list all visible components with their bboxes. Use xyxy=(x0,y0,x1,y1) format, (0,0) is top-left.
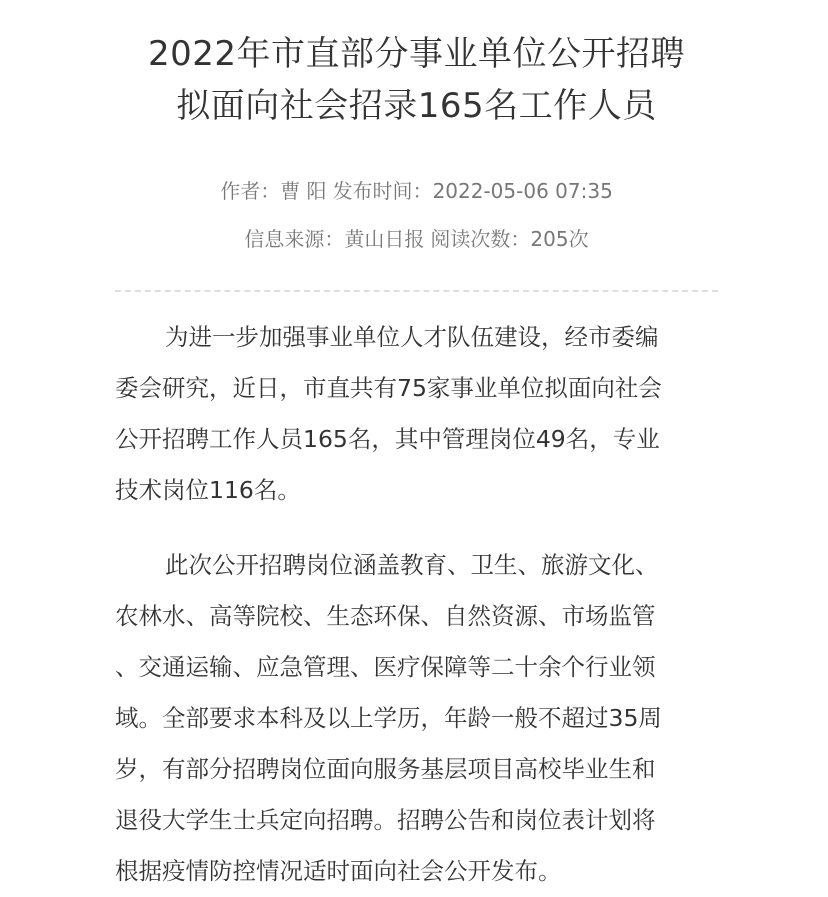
meta-divider xyxy=(115,290,718,292)
paragraph-line: 域。全部要求本科及以上学历，年龄一般不超过35周 xyxy=(115,704,662,732)
paragraph-line: 、交通运输、应急管理、医疗保障等二十余个行业领 xyxy=(115,653,656,681)
article-title-line-2: 拟面向社会招录165名工作人员 xyxy=(176,86,657,126)
paragraph-2 xyxy=(115,540,718,897)
article-body xyxy=(115,312,718,897)
paragraph-line: 技术岗位116名。 xyxy=(115,476,301,504)
read-count-label: 阅读次数： xyxy=(430,227,531,251)
paragraph-line: 根据疫情防控情况适时面向社会公开发布。 xyxy=(115,857,562,885)
read-count: 205次 xyxy=(530,227,589,251)
article-title-line-1: 2022年市直部分事业单位公开招聘 xyxy=(147,34,686,74)
author-name: 曹 阳 xyxy=(280,179,327,203)
paragraph-line: 农林水、高等院校、生态环保、自然资源、市场监管 xyxy=(115,602,656,630)
source-label: 信息来源： xyxy=(244,227,345,251)
paragraph-1 xyxy=(115,312,718,516)
publish-time-label: 发布时间： xyxy=(332,179,433,203)
paragraph-line: 委会研究，近日，市直共有75家事业单位拟面向社会 xyxy=(115,374,662,402)
paragraph-line: 退役大学生士兵定向招聘。招聘公告和岗位表计划将 xyxy=(115,806,656,834)
article-meta-row-2 xyxy=(115,226,718,252)
paragraph-line: 公开招聘工作人员165名，其中管理岗位49名，专业 xyxy=(115,425,660,453)
article-meta-row-1 xyxy=(115,178,718,204)
paragraph-line: 为进一步加强事业单位人才队伍建设，经市委编 xyxy=(165,323,659,351)
paragraph-line: 岁，有部分招聘岗位面向服务基层项目高校毕业生和 xyxy=(115,755,656,783)
article-title xyxy=(115,0,718,132)
paragraph-line: 此次公开招聘岗位涵盖教育、卫生、旅游文化、 xyxy=(165,551,659,579)
author-label: 作者： xyxy=(220,179,281,203)
source-name: 黄山日报 xyxy=(344,227,425,251)
publish-time: 2022-05-06 07:35 xyxy=(432,179,613,203)
